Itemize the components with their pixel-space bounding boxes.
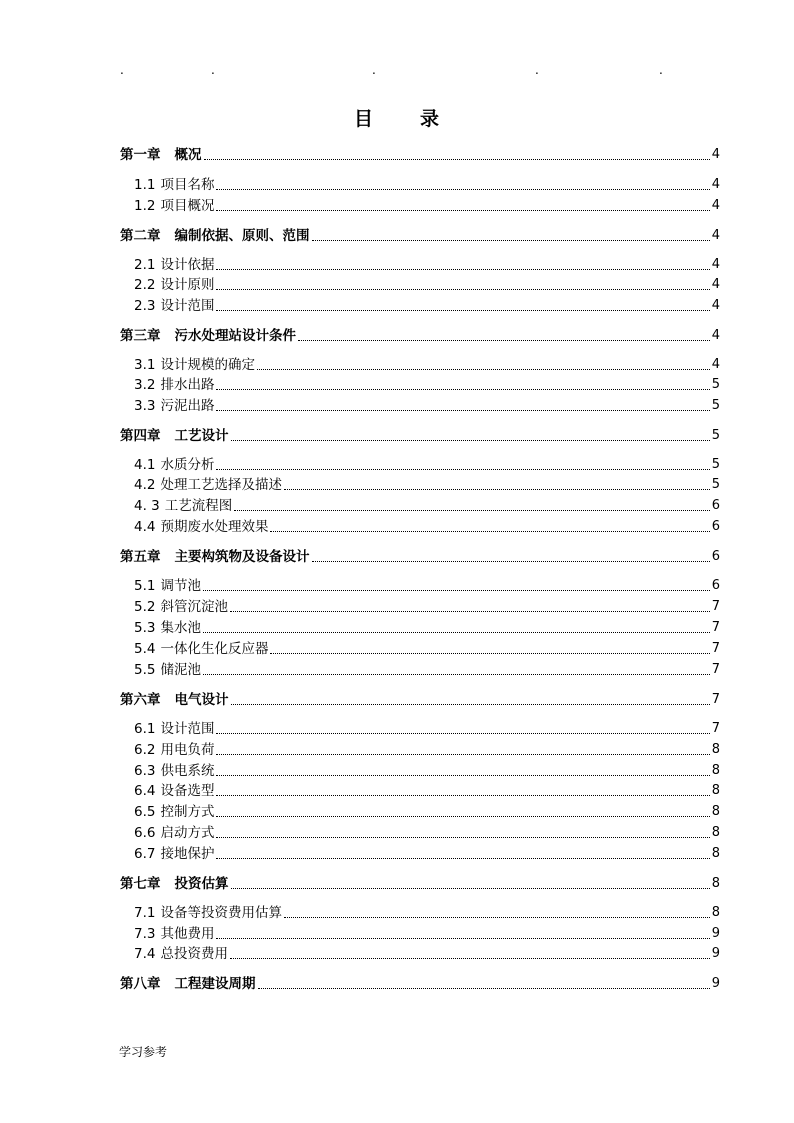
toc-section-entry[interactable] — [134, 802, 720, 822]
toc-dot-leader — [216, 836, 709, 838]
toc-dot-leader — [270, 652, 709, 654]
toc-entry-number: 5.2 — [134, 599, 156, 615]
toc-page-number: 4 — [711, 298, 720, 313]
toc-entry-number: 6.3 — [134, 763, 156, 779]
toc-dot-leader — [284, 488, 710, 490]
toc-page-number: 7 — [711, 662, 720, 677]
toc-dot-leader — [216, 815, 709, 817]
toc-entry-text: 总投资费用 — [160, 946, 228, 962]
toc-entry-title — [134, 296, 214, 316]
toc-dot-leader — [257, 368, 710, 370]
toc-entry-text: 项目名称 — [160, 177, 215, 193]
toc-entry-number: 6.7 — [134, 846, 156, 862]
toc-entry-title — [120, 690, 229, 710]
toc-entry-title — [134, 924, 214, 944]
page-title-left: 目 — [353, 108, 374, 130]
toc-entry-text: 处理工艺选择及描述 — [160, 477, 282, 493]
toc-entry-text: 调节池 — [160, 578, 201, 594]
toc-entry-number: 4.1 — [134, 457, 156, 473]
toc-dot-leader — [216, 268, 709, 270]
toc-entry-text: 投资估算 — [174, 876, 229, 892]
toc-dot-leader — [203, 673, 710, 675]
toc-dot-leader — [203, 631, 710, 633]
toc-page-number: 8 — [711, 905, 720, 920]
toc-page-number: 4 — [711, 228, 720, 243]
toc-page-number: 8 — [711, 783, 720, 798]
toc-page-number: 6 — [711, 519, 720, 534]
toc-section-entry[interactable] — [134, 375, 720, 395]
toc-entry-title — [120, 874, 229, 894]
toc-entry-number: 第七章 — [120, 876, 161, 892]
toc-dot-leader — [231, 887, 710, 889]
toc-section-entry[interactable] — [134, 496, 720, 516]
toc-entry-number: 4.4 — [134, 519, 156, 535]
toc-section-entry[interactable] — [134, 618, 720, 638]
toc-page-number: 5 — [711, 377, 720, 392]
toc-entry-title — [134, 396, 214, 416]
toc-entry-title — [134, 576, 201, 596]
toc-entry-text: 用电负荷 — [160, 742, 215, 758]
toc-entry-title — [134, 823, 214, 843]
toc-dot-leader — [270, 530, 709, 532]
toc-section-entry[interactable] — [134, 944, 720, 964]
toc-dot-leader — [284, 916, 710, 918]
toc-dot-leader — [216, 732, 709, 734]
toc-dot-leader — [216, 857, 709, 859]
toc-page-number: 7 — [711, 641, 720, 656]
toc-entry-text: 电气设计 — [174, 692, 229, 708]
toc-entry-text: 启动方式 — [160, 825, 215, 841]
toc-dot-leader — [216, 937, 709, 939]
toc-entry-number: 4. 3 — [134, 498, 160, 514]
header-dot: . — [659, 63, 663, 77]
toc-page-number: 7 — [711, 599, 720, 614]
toc-entry-title — [134, 844, 214, 864]
toc-entry-number: 第一章 — [120, 147, 161, 163]
toc-dot-leader — [230, 957, 710, 959]
toc-entry-number: 7.3 — [134, 926, 156, 942]
toc-entry-title — [134, 639, 268, 659]
toc-entry-text: 概况 — [174, 147, 202, 163]
toc-dot-leader — [216, 794, 709, 796]
toc-entry-number: 4.2 — [134, 477, 156, 493]
toc-entry-text: 一体化生化反应器 — [160, 641, 269, 657]
toc-section-entry[interactable] — [134, 639, 720, 659]
toc-entry-title — [120, 145, 202, 165]
toc-dot-leader — [216, 468, 709, 470]
toc-entry-text: 项目概况 — [160, 198, 215, 214]
toc-page-number: 7 — [711, 692, 720, 707]
toc-entry-title — [134, 740, 214, 760]
toc-entry-title — [120, 426, 229, 446]
toc-page-number: 4 — [711, 177, 720, 192]
toc-dot-leader — [298, 339, 710, 341]
toc-page-number: 8 — [711, 763, 720, 778]
toc-section-entry[interactable] — [134, 597, 720, 617]
toc-section-entry[interactable] — [134, 275, 720, 295]
toc-entry-number: 第五章 — [120, 549, 161, 565]
toc-entry-number: 6.4 — [134, 783, 156, 799]
toc-entry-text: 接地保护 — [160, 846, 215, 862]
toc-entry-text: 设计范围 — [160, 721, 215, 737]
toc-chapter-entry[interactable] — [120, 426, 720, 446]
toc-section-entry[interactable] — [134, 396, 720, 416]
toc-entry-number: 3.2 — [134, 377, 156, 393]
toc-entry-title — [134, 255, 214, 275]
toc-page-number: 4 — [711, 277, 720, 292]
toc-page-number: 8 — [711, 804, 720, 819]
toc-entry-text: 主要构筑物及设备设计 — [174, 549, 310, 565]
toc-entry-text: 预期废水处理效果 — [160, 519, 269, 535]
toc-entry-text: 工艺流程图 — [164, 498, 233, 514]
toc-entry-title — [134, 175, 214, 195]
toc-section-entry[interactable] — [134, 355, 720, 375]
toc-entry-title — [134, 761, 214, 781]
toc-dot-leader — [258, 987, 710, 989]
toc-page-number: 6 — [711, 498, 720, 513]
toc-dot-leader — [216, 188, 709, 190]
toc-page-number: 7 — [711, 620, 720, 635]
toc-section-entry[interactable] — [134, 823, 720, 843]
toc-section-entry[interactable] — [134, 296, 720, 316]
toc-entry-title — [134, 944, 228, 964]
toc-entry-text: 水质分析 — [160, 457, 215, 473]
header-dot: . — [372, 63, 376, 77]
toc-entry-text: 设备选型 — [160, 783, 215, 799]
toc-page-number: 4 — [711, 147, 720, 162]
toc-section-entry[interactable] — [134, 576, 720, 596]
toc-dot-leader — [231, 703, 710, 705]
toc-entry-title — [134, 719, 214, 739]
toc-section-entry[interactable] — [134, 740, 720, 760]
toc-entry-title — [134, 802, 214, 822]
toc-section-entry[interactable] — [134, 719, 720, 739]
toc-entry-title — [134, 496, 232, 516]
toc-section-entry[interactable] — [134, 517, 720, 537]
toc-section-entry[interactable] — [134, 844, 720, 864]
toc-entry-number: 5.4 — [134, 641, 156, 657]
toc-entry-text: 其他费用 — [160, 926, 215, 942]
toc-entry-title — [134, 597, 228, 617]
toc-entry-text: 斜管沉淀池 — [160, 599, 228, 615]
toc-entry-number: 3.3 — [134, 398, 156, 414]
toc-page-number: 9 — [711, 976, 720, 991]
header-dots — [0, 60, 794, 80]
toc-entry-number: 7.4 — [134, 946, 156, 962]
toc-page-number: 6 — [711, 549, 720, 564]
toc-chapter-entry[interactable] — [120, 690, 720, 710]
toc-chapter-entry[interactable] — [120, 974, 720, 994]
toc-page-number: 4 — [711, 257, 720, 272]
toc-page-number: 8 — [711, 876, 720, 891]
toc-page-number: 5 — [711, 457, 720, 472]
toc-section-entry[interactable] — [134, 175, 720, 195]
toc-entry-text: 污水处理站设计条件 — [174, 328, 296, 344]
toc-section-entry[interactable] — [134, 455, 720, 475]
header-dot: . — [120, 63, 124, 77]
toc-entry-title — [134, 455, 214, 475]
toc-section-entry[interactable] — [134, 255, 720, 275]
toc-dot-leader — [203, 589, 710, 591]
toc-dot-leader — [216, 309, 709, 311]
toc-section-entry[interactable] — [134, 924, 720, 944]
toc-entry-number: 第三章 — [120, 328, 161, 344]
toc-chapter-entry[interactable] — [120, 145, 720, 165]
toc-entry-text: 集水池 — [160, 620, 201, 636]
toc-entry-number: 5.5 — [134, 662, 156, 678]
toc-section-entry[interactable] — [134, 781, 720, 801]
toc-entry-title — [120, 226, 310, 246]
toc-dot-leader — [312, 560, 710, 562]
toc-entry-title — [134, 660, 201, 680]
toc-entry-number: 6.5 — [134, 804, 156, 820]
toc-page-number: 8 — [711, 846, 720, 861]
toc-entry-title — [120, 974, 256, 994]
toc-entry-number: 第四章 — [120, 428, 161, 444]
toc-entry-text: 设计依据 — [160, 257, 215, 273]
toc-dot-leader — [216, 288, 709, 290]
toc-section-entry[interactable] — [134, 761, 720, 781]
toc-chapter-entry[interactable] — [120, 547, 720, 567]
toc-entry-text: 污泥出路 — [160, 398, 215, 414]
toc-section-entry[interactable] — [134, 475, 720, 495]
toc-page-number: 9 — [711, 946, 720, 961]
toc-entry-text: 设计范围 — [160, 298, 215, 314]
toc-entry-number: 1.2 — [134, 198, 156, 214]
toc-entry-title — [120, 326, 296, 346]
toc-page-number: 7 — [711, 721, 720, 736]
toc-section-entry[interactable] — [134, 196, 720, 216]
toc-entry-number: 2.3 — [134, 298, 156, 314]
toc-page-number: 4 — [711, 198, 720, 213]
toc-dot-leader — [204, 158, 710, 160]
toc-entry-text: 工程建设周期 — [174, 976, 256, 992]
toc-dot-leader — [312, 239, 710, 241]
toc-dot-leader — [234, 509, 709, 511]
toc-entry-number: 5.1 — [134, 578, 156, 594]
toc-entry-number: 2.1 — [134, 257, 156, 273]
toc-dot-leader — [216, 753, 709, 755]
toc-entry-title — [134, 781, 214, 801]
toc-dot-leader — [216, 388, 709, 390]
toc-entry-text: 排水出路 — [160, 377, 215, 393]
toc-entry-title — [134, 355, 255, 375]
toc-entry-text: 供电系统 — [160, 763, 215, 779]
toc-page-number: 9 — [711, 926, 720, 941]
toc-chapter-entry[interactable] — [120, 226, 720, 246]
toc-entry-text: 工艺设计 — [174, 428, 229, 444]
toc-entry-text: 控制方式 — [160, 804, 215, 820]
header-dot: . — [535, 63, 539, 77]
toc-entry-number: 6.6 — [134, 825, 156, 841]
toc-dot-leader — [216, 409, 709, 411]
toc-entry-title — [134, 275, 214, 295]
toc-entry-title — [134, 903, 282, 923]
header-dot: . — [211, 63, 215, 77]
toc-entry-number: 5.3 — [134, 620, 156, 636]
toc-entry-number: 7.1 — [134, 905, 156, 921]
toc-dot-leader — [216, 774, 709, 776]
toc-dot-leader — [230, 610, 710, 612]
toc-page-number: 5 — [711, 428, 720, 443]
toc-entry-number: 第二章 — [120, 228, 161, 244]
toc-entry-number: 3.1 — [134, 357, 156, 373]
toc-page-number: 4 — [711, 357, 720, 372]
toc-entry-number: 6.1 — [134, 721, 156, 737]
toc-entry-title — [134, 375, 214, 395]
toc-dot-leader — [231, 439, 710, 441]
toc-entry-number: 1.1 — [134, 177, 156, 193]
toc-entry-text: 设备等投资费用估算 — [160, 905, 282, 921]
toc-dot-leader — [216, 209, 709, 211]
toc-entry-number: 第六章 — [120, 692, 161, 708]
toc-page-number: 5 — [711, 398, 720, 413]
toc-entry-text: 储泥池 — [160, 662, 201, 678]
toc-entry-number: 第八章 — [120, 976, 161, 992]
toc-entry-title — [120, 547, 310, 567]
toc-entry-title — [134, 475, 282, 495]
toc-page-number: 5 — [711, 477, 720, 492]
page-footer: 学习参考 — [119, 1045, 168, 1059]
toc-entry-title — [134, 618, 201, 638]
toc-chapter-entry[interactable] — [120, 874, 720, 894]
page-title — [0, 104, 794, 131]
toc-entry-text: 设计原则 — [160, 277, 215, 293]
toc-entry-text: 设计规模的确定 — [160, 357, 255, 373]
toc-entry-text: 编制依据、原则、范围 — [174, 228, 310, 244]
toc-entry-title — [134, 196, 214, 216]
toc-page-number: 8 — [711, 742, 720, 757]
toc-page-number: 6 — [711, 578, 720, 593]
toc-section-entry[interactable] — [134, 660, 720, 680]
toc-entry-number: 2.2 — [134, 277, 156, 293]
toc-section-entry[interactable] — [134, 903, 720, 923]
page-title-right: 录 — [420, 108, 441, 130]
toc-page-number: 8 — [711, 825, 720, 840]
toc-chapter-entry[interactable] — [120, 326, 720, 346]
toc-entry-title — [134, 517, 268, 537]
toc-page-number: 4 — [711, 328, 720, 343]
toc-entry-number: 6.2 — [134, 742, 156, 758]
